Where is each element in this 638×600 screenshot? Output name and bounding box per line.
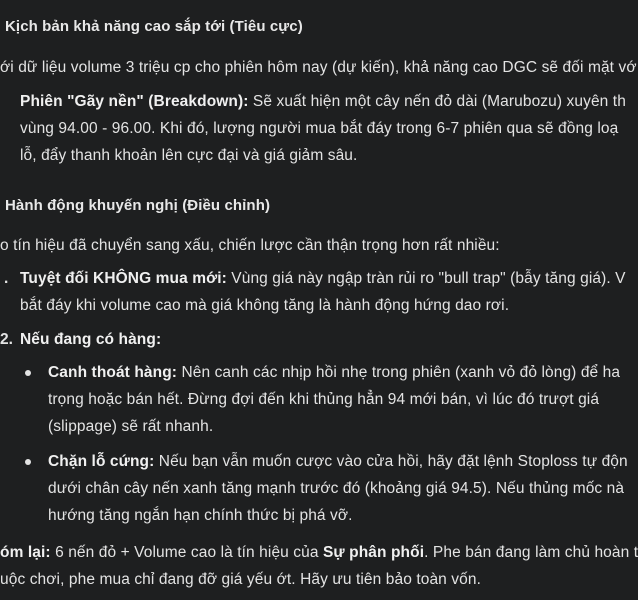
summary-emphasis: Sự phân phối xyxy=(322,544,425,561)
holding-title xyxy=(20,330,161,350)
list-number-2: 2. xyxy=(0,331,13,348)
no-buy-line-1 xyxy=(20,269,626,289)
exit-line-1 xyxy=(48,363,620,383)
breakdown-title: Phiên "Gãy nền" (Breakdown): xyxy=(20,93,249,110)
exit-title: Canh thoát hàng: xyxy=(48,364,178,381)
breakdown-line-1 xyxy=(20,92,626,112)
no-buy-line-2: bắt đáy khi volume cao mà giá không tăng là hành động hứng dao rơi. xyxy=(20,297,510,314)
list-number-1: . xyxy=(4,270,9,287)
no-buy-title: Tuyệt đối KHÔNG mua mới: xyxy=(20,270,227,287)
section-heading-scenario: Kịch bản khả năng cao sắp tới (Tiêu cực) xyxy=(5,18,303,35)
exit-text-1: Nên canh các nhịp hồi nhẹ trong phiên (xanh vỏ đỏ lòng) để ha xyxy=(177,364,621,381)
summary-line-2: uộc chơi, phe mua chỉ đang đỡ giá yếu ớt. Hãy ưu tiên bảo toàn vốn. xyxy=(0,571,481,588)
paragraph-actions-intro: o tín hiệu đã chuyển sang xấu, chiến lược cần thận trọng hơn rất nhiều: xyxy=(0,237,500,254)
stoploss-line-2: dưới chân cây nến xanh tăng mạnh trước đó (khoảng giá 94.5). Nếu thủng mốc nà xyxy=(48,480,625,497)
no-buy-text-1: Vùng giá này ngập tràn rủi ro "bull trap" (bẫy tăng giá). V xyxy=(226,270,626,287)
breakdown-line-3: lỗ, đẩy thanh khoản lên cực đại và giá giảm sâu. xyxy=(20,147,358,164)
exit-line-3: (slippage) sẽ rất nhanh. xyxy=(48,418,214,435)
summary-text-1: 6 nến đỏ + Volume cao là tín hiệu của xyxy=(50,544,323,561)
exit-line-2: trọng hoặc bán hết. Đừng đợi đến khi thủng hẳn 94 mới bán, vì lúc đó trượt giá xyxy=(48,391,600,408)
breakdown-text-1: Sẽ xuất hiện một cây nến đỏ dài (Marubozu) xuyên th xyxy=(248,93,626,110)
summary-text-2: . Phe bán đang làm chủ hoàn t xyxy=(424,544,638,561)
stoploss-text-1: Nếu bạn vẫn muốn cược vào cửa hồi, hãy đặt lệnh Stoploss tự độn xyxy=(154,453,628,470)
section-heading-actions: Hành động khuyến nghị (Điều chỉnh) xyxy=(5,197,271,214)
stoploss-title: Chặn lỗ cứng: xyxy=(48,453,155,470)
bullet-dot-icon xyxy=(25,370,31,376)
breakdown-line-2: vùng 94.00 - 96.00. Khi đó, lượng người mua bắt đáy trong 6-7 phiên qua sẽ đồng loạ xyxy=(20,120,619,137)
summary-line-1 xyxy=(0,543,638,563)
holding-title-text: Nếu đang có hàng: xyxy=(20,331,162,348)
summary-label: óm lại: xyxy=(0,544,51,561)
stoploss-line-3: hướng tăng ngắn hạn chính thức bị phá vỡ. xyxy=(48,507,353,524)
paragraph-scenario-intro: ới dữ liệu volume 3 triệu cp cho phiên hôm nay (dự kiến), khả năng cao DGC sẽ đối mặt vớ xyxy=(0,59,637,76)
stoploss-line-1 xyxy=(48,452,628,472)
bullet-dot-icon xyxy=(25,459,31,465)
